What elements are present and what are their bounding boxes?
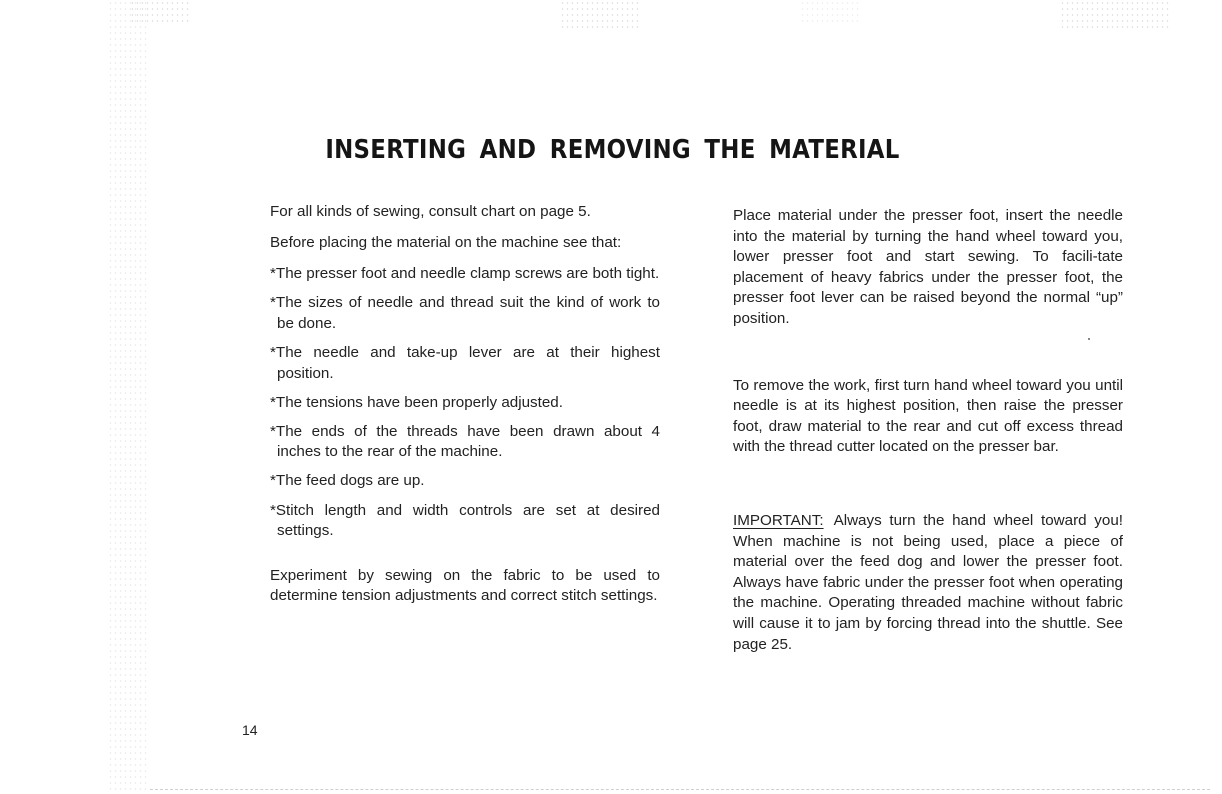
intro-paragraph: For all kinds of sewing, consult chart on page 5. bbox=[270, 203, 591, 220]
experiment-paragraph: Experiment by sewing on the fabric to be used to determine tension adjustments and correct stitch settings. bbox=[270, 566, 660, 605]
scan-edge-line bbox=[150, 789, 1210, 790]
checklist-item: *The presser foot and needle clamp screws are both tight. bbox=[270, 265, 660, 283]
checklist-item: *Stitch length and width controls are set at desired settings. bbox=[270, 501, 660, 540]
place-material-paragraph: Place material under the presser foot, insert the needle into the material by turning the hand wheel toward you, lower presser foot and start sewing. To facili-tate placement of heavy fabrics under the presser foot, the presser foot lever can be raised beyond the normal “up” position. bbox=[733, 207, 1123, 327]
scan-noise-top-left bbox=[130, 0, 190, 24]
scan-noise-top-right bbox=[1060, 0, 1170, 28]
left-column bbox=[270, 202, 660, 607]
checklist-item: *The ends of the threads have been drawn about 4 inches to the rear of the machine. bbox=[270, 422, 660, 461]
right-column bbox=[733, 206, 1123, 655]
important-paragraph bbox=[733, 511, 1123, 655]
before-paragraph: Before placing the material on the machine see that: bbox=[270, 233, 622, 251]
checklist-item: *The feed dogs are up. bbox=[270, 472, 425, 490]
important-label: IMPORTANT: bbox=[733, 511, 824, 529]
checklist-item: *The sizes of needle and thread suit the kind of work to be done. bbox=[270, 294, 660, 332]
checklist-item: *The tensions have been properly adjusted. bbox=[270, 393, 563, 411]
checklist-item: *The needle and take-up lever are at their highest position. bbox=[270, 343, 660, 382]
checklist bbox=[270, 264, 660, 542]
stray-mark bbox=[1088, 338, 1090, 340]
page-number: 14 bbox=[242, 722, 258, 738]
page-title: INSERTING AND REMOVING THE MATERIAL bbox=[325, 135, 900, 166]
scan-noise-top-center bbox=[800, 0, 860, 26]
remove-work-paragraph: To remove the work, first turn hand wheel toward you until needle is at its highest position, then raise the presser foot, draw material to the rear and cut off excess thread with the thread cutter located on the presser bar. bbox=[733, 376, 1123, 456]
important-text: Always turn the hand wheel toward you! When machine is not being used, place a piece of material over the feed dog and lower the presser foot. Always have fabric under the presser foot when operating the machine. Operating threaded machine without fabric will cause it to jam by forcing thread into the shuttle. See page 25. bbox=[733, 511, 1123, 653]
scan-noise-top bbox=[560, 0, 640, 30]
scan-noise-left bbox=[108, 0, 148, 794]
